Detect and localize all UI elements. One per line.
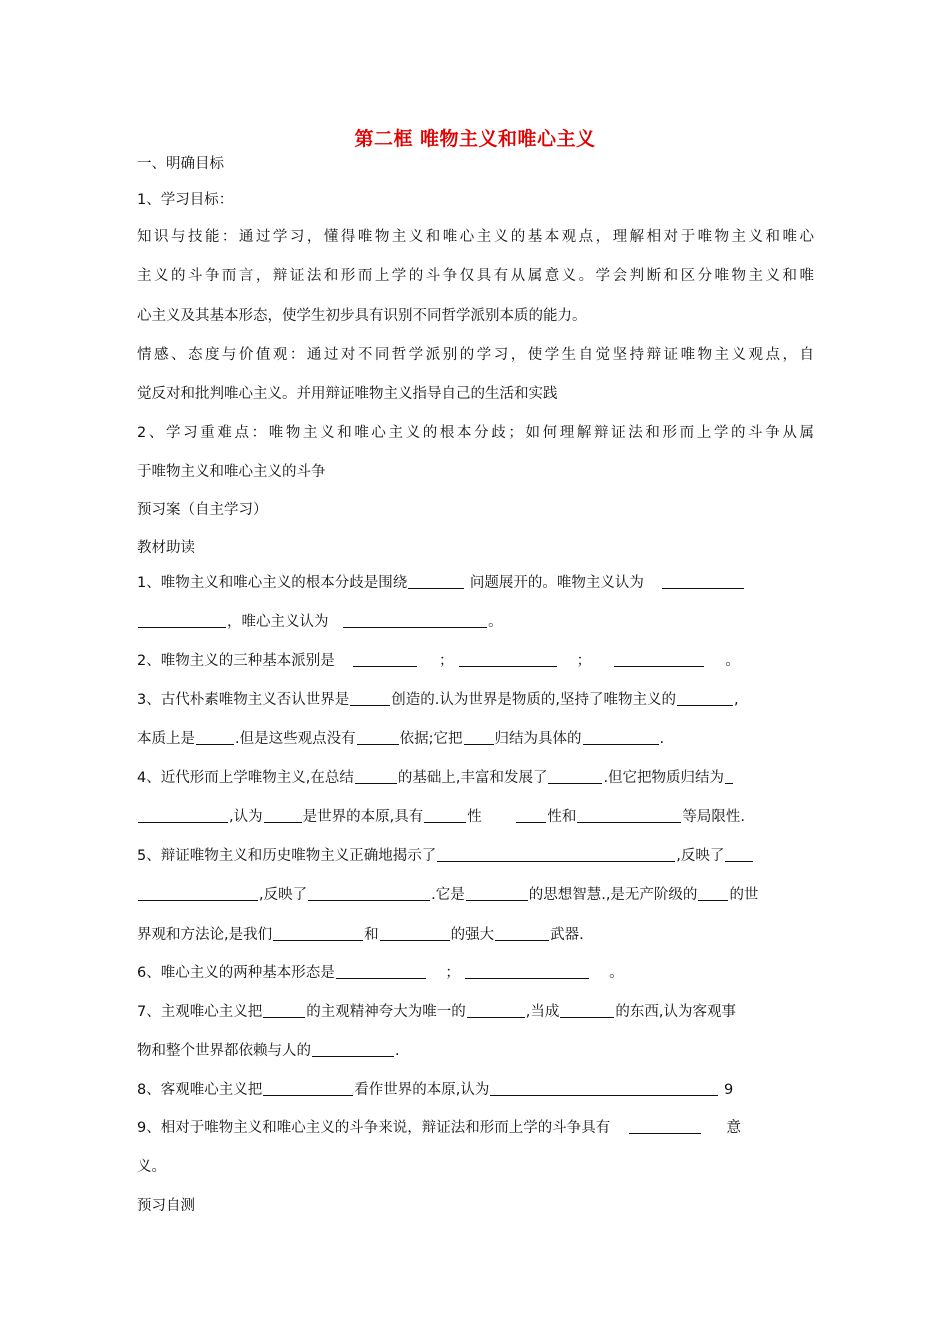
emotion-line-1: 情感、态度与价值观：通过对不同哲学派别的学习，使学生自觉坚持辩证唯物主义观点，自 — [137, 347, 814, 363]
q4-text-d: ,认为 — [229, 809, 263, 825]
q3-blank-6[interactable] — [583, 729, 659, 745]
knowledge-line-2: 主义的斗争而言，辩证法和形而上学的斗争仅具有从属意义。学会判断和区分唯物主义和唯 — [137, 268, 814, 284]
q5-text-a: 5、辩证唯物主义和历史唯物主义正确地揭示了 — [137, 848, 437, 864]
question-1-line-1 — [137, 573, 745, 593]
q4-text-a: 4、近代形而上学唯物主义,在总结 — [137, 770, 354, 786]
q3-text-e: .但是这些观点没有 — [235, 731, 356, 747]
q6-text-a: 6、唯心主义的两种基本形态是 — [137, 965, 335, 981]
q5-text-j: 武器. — [550, 927, 584, 943]
q9-blank-1[interactable] — [629, 1118, 701, 1134]
q5-text-h: 和 — [364, 927, 379, 943]
q4-text-g: 性和 — [547, 809, 577, 825]
q4-blank-7[interactable] — [577, 807, 681, 823]
q6-blank-1[interactable] — [336, 963, 426, 979]
q6-text-b: ； — [445, 965, 460, 981]
q9-text-b: 意 — [726, 1120, 741, 1136]
q1-blank-4[interactable] — [343, 612, 487, 628]
q8-blank-2[interactable] — [490, 1080, 718, 1096]
q7-blank-4[interactable] — [312, 1041, 394, 1057]
question-6 — [137, 963, 624, 983]
q2-blank-3[interactable] — [614, 651, 704, 667]
q5-blank-3[interactable] — [308, 885, 430, 901]
key-points-line-2: 于唯物主义和唯心主义的斗争 — [137, 464, 326, 480]
q4-blank-5[interactable] — [424, 807, 466, 823]
q3-blank-2[interactable] — [677, 690, 733, 706]
q1-blank-3[interactable] — [138, 612, 226, 628]
q3-text-c: , — [733, 692, 739, 708]
question-5-line-3 — [137, 925, 584, 945]
preview-heading: 预习案（自主学习） — [137, 502, 268, 518]
question-7-line-2 — [137, 1041, 400, 1061]
q3-blank-1[interactable] — [350, 690, 390, 706]
question-9-line-1 — [137, 1118, 741, 1138]
self-test-heading: 预习自测 — [137, 1198, 195, 1214]
q6-text-c: 。 — [609, 965, 624, 981]
emotion-line-2: 觉反对和批判唯心主义。并用辩证唯物主义指导自己的生活和实践 — [137, 386, 558, 402]
q4-blank-3b[interactable] — [138, 807, 228, 823]
q2-blank-1[interactable] — [353, 651, 417, 667]
q5-text-e: 的思想智慧.,是无产阶级的 — [528, 887, 698, 903]
q6-blank-2[interactable] — [465, 963, 589, 979]
q7-text-a: 7、主观唯心主义把 — [137, 1004, 263, 1020]
q4-blank-2[interactable] — [548, 768, 602, 784]
q1-blank-1[interactable] — [408, 573, 464, 589]
q4-blank-4[interactable] — [264, 807, 302, 823]
q4-text-h: 等局限性. — [682, 809, 745, 825]
q8-text-b: 看作世界的本原,认为 — [354, 1082, 490, 1098]
q1-text-a: 1、唯物主义和唯心主义的根本分歧是围绕 — [137, 575, 408, 591]
q5-blank-4[interactable] — [466, 885, 528, 901]
question-4-line-1 — [137, 768, 734, 788]
textbook-heading: 教材助读 — [137, 540, 195, 556]
q4-text-c: .但它把物质归结为 — [603, 770, 725, 786]
q7-text-b: 的主观精神夸大为唯一的 — [306, 1004, 466, 1020]
knowledge-line-1: 知识与技能：通过学习，懂得唯物主义和唯心主义的基本观点，理解相对于唯物主义和唯心 — [137, 229, 814, 245]
page-title: 第二框 唯物主义和唯心主义 — [354, 128, 596, 150]
q7-text-e: 物和整个世界都依赖与人的 — [137, 1043, 311, 1059]
q5-text-d: .它是 — [431, 887, 465, 903]
question-8 — [137, 1080, 733, 1100]
q5-blank-7[interactable] — [380, 925, 450, 941]
q4-text-e: 是世界的本原,具有 — [302, 809, 424, 825]
q3-text-g: 归结为具体的 — [494, 731, 582, 747]
q3-text-a: 3、古代朴素唯物主义否认世界是 — [137, 692, 350, 708]
q3-blank-4[interactable] — [357, 729, 399, 745]
q8-text-c: 9 — [723, 1082, 734, 1098]
question-2 — [137, 651, 740, 671]
q3-blank-3[interactable] — [196, 729, 234, 745]
q5-blank-8[interactable] — [495, 925, 549, 941]
q2-text-d: 。 — [725, 653, 740, 669]
q7-text-d: 的东西,认为客观事 — [615, 1004, 736, 1020]
question-9-line-2: 义。 — [137, 1159, 166, 1175]
q8-text-a: 8、客观唯心主义把 — [137, 1082, 263, 1098]
q3-text-b: 创造的.认为世界是物质的,坚持了唯物主义的 — [391, 692, 676, 708]
q5-blank-2a[interactable] — [725, 846, 753, 862]
q2-text-a: 2、唯物主义的三种基本派别是 — [137, 653, 335, 669]
q5-text-c: ,反映了 — [259, 887, 308, 903]
q4-blank-6[interactable] — [516, 807, 546, 823]
q7-blank-1[interactable] — [263, 1002, 305, 1018]
q5-blank-6[interactable] — [273, 925, 363, 941]
q3-text-h: . — [659, 731, 665, 747]
knowledge-line-3: 心主义及其基本形态，使学生初步具有识别不同哲学派别本质的能力。 — [137, 308, 587, 324]
question-5-line-2 — [137, 885, 758, 905]
q4-text-b: 的基础上,丰富和发展了 — [397, 770, 548, 786]
key-points-line-1: 2、学习重难点：唯物主义和唯心主义的根本分歧；如何理解辩证法和形而上学的斗争从属 — [137, 425, 814, 441]
q1-text-c: ，唯心主义认为 — [227, 614, 329, 630]
section-heading-goals: 一、明确目标 — [137, 156, 224, 172]
question-1-line-2 — [137, 612, 503, 632]
q8-blank-1[interactable] — [263, 1080, 353, 1096]
q2-text-c: ； — [576, 653, 592, 669]
q4-text-f: 性 — [467, 809, 482, 825]
q5-blank-1[interactable] — [437, 846, 675, 862]
q1-text-b: 问题展开的。唯物主义认为 — [469, 575, 644, 591]
q3-text-d: 本质上是 — [137, 731, 195, 747]
question-3-line-2 — [137, 729, 664, 749]
question-3-line-1 — [137, 690, 739, 710]
question-4-line-2 — [137, 807, 745, 827]
q7-blank-3[interactable] — [560, 1002, 614, 1018]
q9-text-a: 9、相对于唯物主义和唯心主义的斗争来说，辩证法和形而上学的斗争具有 — [137, 1120, 611, 1136]
q3-blank-5[interactable] — [464, 729, 494, 745]
q2-text-b: ； — [438, 653, 454, 669]
q7-text-c: ,当成 — [525, 1004, 560, 1020]
q7-blank-2[interactable] — [467, 1002, 525, 1018]
q5-text-g: 界观和方法论,是我们 — [137, 927, 273, 943]
q4-blank-3a[interactable] — [725, 768, 733, 784]
goal-heading: 1、学习目标： — [137, 192, 234, 208]
q5-blank-2b[interactable] — [138, 885, 258, 901]
question-5-line-1 — [137, 846, 754, 866]
q5-text-f: 的世 — [729, 887, 759, 903]
q5-text-i: 的强大 — [450, 927, 495, 943]
q4-blank-1[interactable] — [355, 768, 397, 784]
q2-blank-2[interactable] — [459, 651, 557, 667]
q1-blank-2[interactable] — [662, 573, 744, 589]
q3-text-f: 依据;它把 — [399, 731, 463, 747]
q5-text-b: ,反映了 — [676, 848, 725, 864]
q7-text-f: . — [395, 1043, 400, 1059]
q5-blank-5[interactable] — [698, 885, 728, 901]
q1-text-d: 。 — [488, 614, 503, 630]
question-7-line-1 — [137, 1002, 736, 1022]
